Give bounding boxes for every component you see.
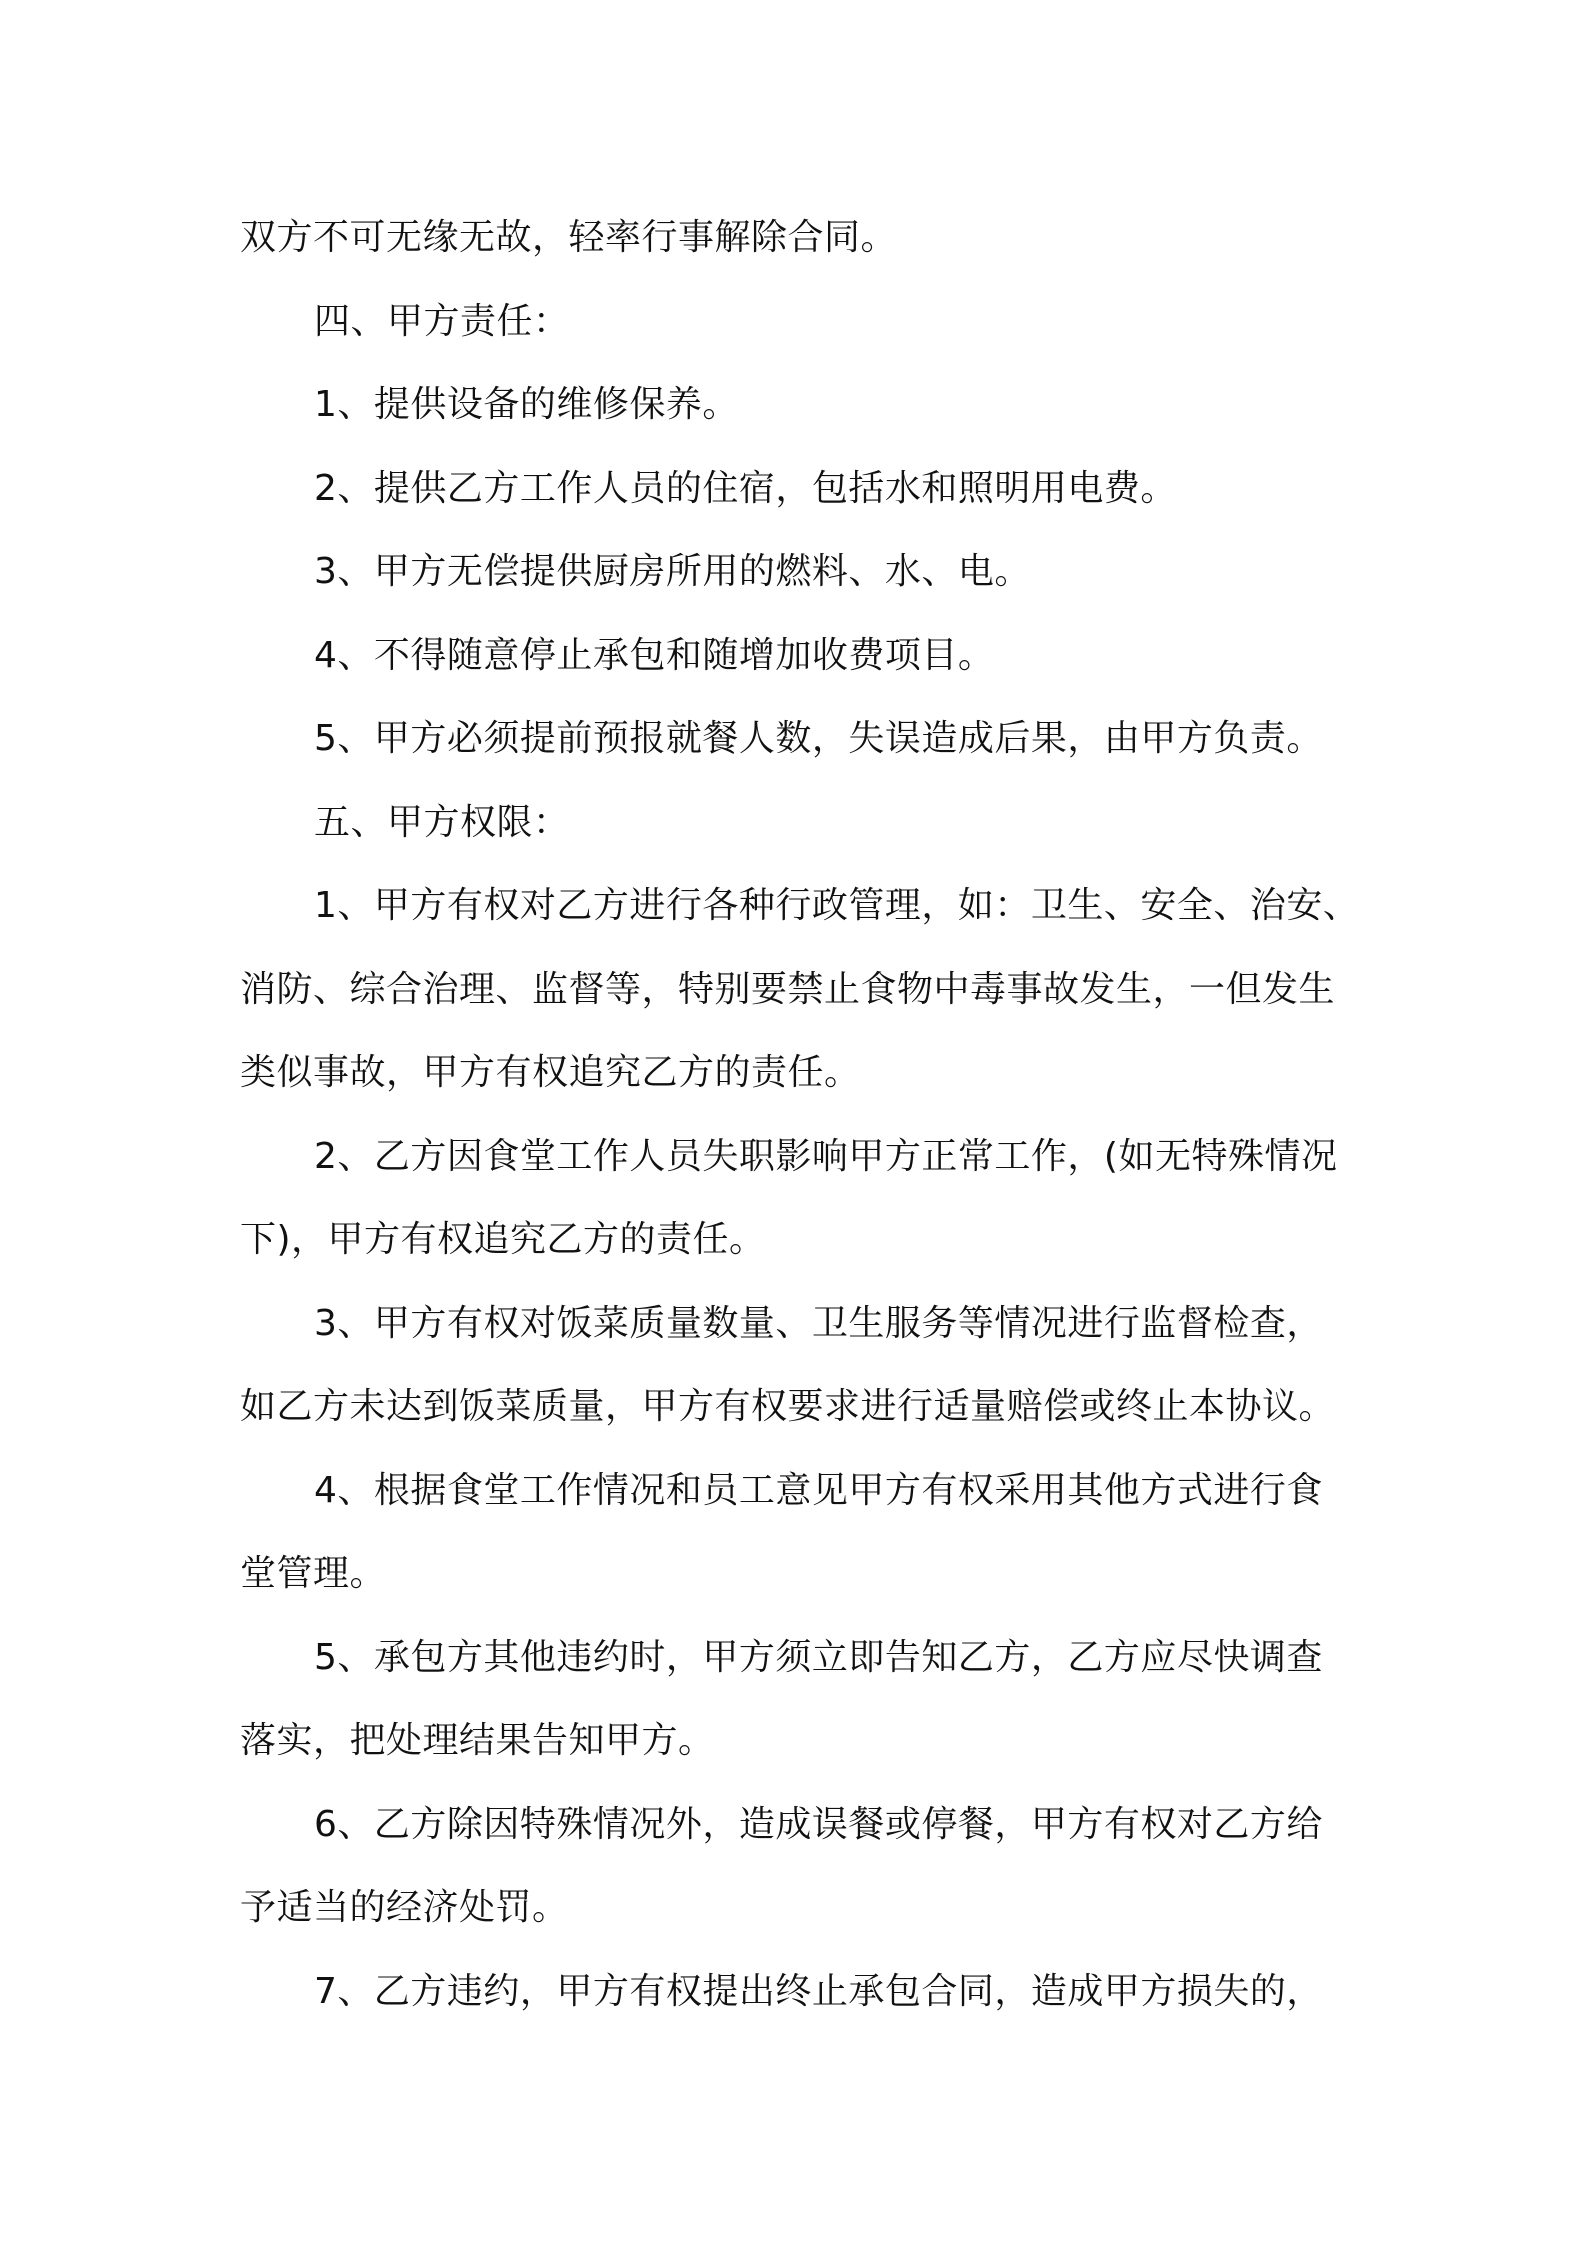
- text-line-7: 5、甲方必须提前预报就餐人数，失误造成后果，由甲方负责。: [314, 718, 1323, 759]
- section-heading-4: 四、甲方责任：: [314, 300, 570, 342]
- text-line-17: 堂管理。: [240, 1553, 387, 1594]
- text-line-20: 6、乙方除因特殊情况外，造成误餐或停餐，甲方有权对乙方给: [314, 1803, 1323, 1845]
- text-line-4: 2、提供乙方工作人员的住宿，包括水和照明用电费。: [314, 467, 1177, 509]
- text-line-15: 如乙方未达到饭菜质量，甲方有权要求进行适量赔偿或终止本协议。: [240, 1386, 1336, 1427]
- text-line-14: 3、甲方有权对饭菜质量数量、卫生服务等情况进行监督检查，: [314, 1302, 1323, 1344]
- text-line-10: 消防、综合治理、监督等，特别要禁止食物中毒事故发生，一但发生: [240, 968, 1336, 1010]
- document-body: [240, 196, 1360, 2033]
- text-line-19: 落实，把处理结果告知甲方。: [240, 1720, 715, 1761]
- text-line-3: 1、提供设备的维修保养。: [314, 384, 739, 425]
- text-line-16: 4、根据食堂工作情况和员工意见甲方有权采用其他方式进行食: [314, 1469, 1323, 1511]
- text-line-5: 3、甲方无偿提供厨房所用的燃料、水、电。: [314, 551, 1031, 592]
- section-heading-5: 五、甲方权限：: [314, 801, 570, 843]
- text-line-18: 5、承包方其他违约时，甲方须立即告知乙方，乙方应尽快调查: [314, 1636, 1323, 1678]
- text-line-9: 1、甲方有权对乙方进行各种行政管理，如：卫生、安全、治安、: [314, 885, 1360, 926]
- text-line-11: 类似事故，甲方有权追究乙方的责任。: [240, 1052, 861, 1093]
- text-line-12: 2、乙方因食堂工作人员失职影响甲方正常工作，(如无特殊情况: [314, 1135, 1338, 1177]
- text-line-13: 下)，甲方有权追究乙方的责任。: [240, 1219, 766, 1260]
- text-line-21: 予适当的经济处罚。: [240, 1887, 569, 1928]
- text-line-22: 7、乙方违约，甲方有权提出终止承包合同，造成甲方损失的，: [314, 1970, 1323, 2012]
- text-line-6: 4、不得随意停止承包和随增加收费项目。: [314, 634, 995, 676]
- text-line-1: 双方不可无缘无故，轻率行事解除合同。: [240, 217, 898, 258]
